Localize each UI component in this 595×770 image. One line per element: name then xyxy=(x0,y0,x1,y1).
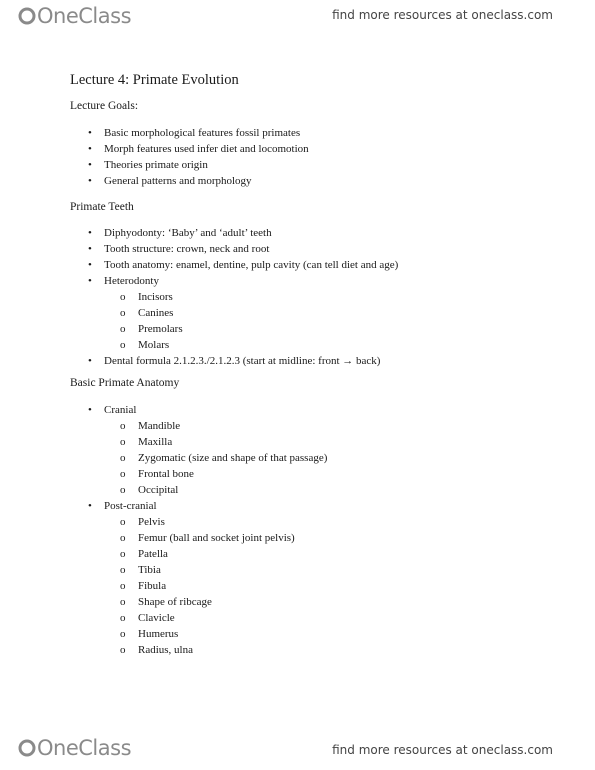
list-item xyxy=(70,273,550,289)
sub-bullet-icon: o xyxy=(120,468,126,480)
list-item-text: Basic morphological features fossil primates xyxy=(104,127,301,139)
oneclass-logo-top[interactable] xyxy=(18,4,131,28)
list-item xyxy=(70,626,550,642)
sub-bullet-icon: o xyxy=(120,612,126,624)
list-item-text: Incisors xyxy=(138,291,173,303)
list-item-text: General patterns and morphology xyxy=(104,175,252,187)
list-item-text: Pelvis xyxy=(138,516,165,528)
sub-bullet-icon: o xyxy=(120,323,126,335)
lecture-goals-list xyxy=(70,125,550,189)
list-item xyxy=(70,241,550,257)
list-item-text: Mandible xyxy=(138,420,181,432)
list-item-text: Patella xyxy=(138,548,168,560)
list-item xyxy=(70,157,550,173)
oneclass-logo-icon xyxy=(18,4,36,28)
list-item-text: Molars xyxy=(138,339,170,351)
sub-bullet-icon: o xyxy=(120,291,126,303)
resources-link-bottom[interactable]: find more resources at oneclass.com xyxy=(332,743,553,757)
list-item xyxy=(70,530,550,546)
bullet-icon: • xyxy=(88,159,92,171)
section-heading-basic-primate-anatomy: Basic Primate Anatomy xyxy=(70,377,180,389)
sub-bullet-icon: o xyxy=(120,516,126,528)
list-item-text: Fibula xyxy=(138,580,167,592)
brand-name: OneClass xyxy=(37,736,132,760)
resources-link-top[interactable]: find more resources at oneclass.com xyxy=(332,8,553,22)
list-item xyxy=(70,514,550,530)
sub-bullet-icon: o xyxy=(120,644,126,656)
list-item xyxy=(70,337,550,353)
page-title: Lecture 4: Primate Evolution xyxy=(70,72,239,88)
bullet-icon: • xyxy=(88,275,92,287)
list-item xyxy=(70,402,550,418)
sub-bullet-icon: o xyxy=(120,564,126,576)
list-item-text: Occipital xyxy=(138,484,179,496)
bullet-icon: • xyxy=(88,259,92,271)
oneclass-logo-bottom[interactable] xyxy=(18,736,131,760)
sub-bullet-icon: o xyxy=(120,420,126,432)
list-item xyxy=(70,225,550,241)
primate-teeth-list xyxy=(70,225,550,369)
list-item-text: Post-cranial xyxy=(104,500,157,512)
list-item-text: Humerus xyxy=(138,628,179,640)
list-item xyxy=(70,305,550,321)
sub-bullet-icon: o xyxy=(120,548,126,560)
list-item xyxy=(70,434,550,450)
list-item xyxy=(70,353,550,369)
list-item xyxy=(70,289,550,305)
list-item xyxy=(70,141,550,157)
list-item-text: Tibia xyxy=(138,564,161,576)
list-item xyxy=(70,498,550,514)
list-item xyxy=(70,257,550,273)
bullet-icon: • xyxy=(88,143,92,155)
bullet-icon: • xyxy=(88,404,92,416)
list-item xyxy=(70,482,550,498)
list-item xyxy=(70,321,550,337)
sub-bullet-icon: o xyxy=(120,436,126,448)
list-item xyxy=(70,125,550,141)
list-item-text: Maxilla xyxy=(138,436,173,448)
section-heading-lecture-goals: Lecture Goals: xyxy=(70,100,139,112)
brand-name: OneClass xyxy=(37,4,132,28)
sub-bullet-icon: o xyxy=(120,307,126,319)
sub-bullet-icon: o xyxy=(120,596,126,608)
list-item-text: Zygomatic (size and shape of that passage) xyxy=(138,452,328,464)
list-item-text: Tooth structure: crown, neck and root xyxy=(104,243,270,255)
list-item xyxy=(70,466,550,482)
list-item-text: Canines xyxy=(138,307,174,319)
list-item-text: Heterodonty xyxy=(104,275,159,287)
list-item-text: Dental formula 2.1.2.3./2.1.2.3 (start at midline: front → back) xyxy=(104,355,381,367)
oneclass-logo-icon xyxy=(18,736,36,760)
list-item-text: Premolars xyxy=(138,323,183,335)
list-item-text: Tooth anatomy: enamel, dentine, pulp cavity (can tell diet and age) xyxy=(104,259,399,271)
sub-bullet-icon: o xyxy=(120,580,126,592)
list-item-text: Clavicle xyxy=(138,612,175,624)
list-item xyxy=(70,562,550,578)
sub-bullet-icon: o xyxy=(120,484,126,496)
sub-bullet-icon: o xyxy=(120,532,126,544)
list-item-text: Frontal bone xyxy=(138,468,194,480)
list-item xyxy=(70,578,550,594)
list-item xyxy=(70,173,550,189)
sub-bullet-icon: o xyxy=(120,452,126,464)
bullet-icon: • xyxy=(88,500,92,512)
bullet-icon: • xyxy=(88,127,92,139)
list-item xyxy=(70,594,550,610)
list-item-text: Diphyodonty: ‘Baby’ and ‘adult’ teeth xyxy=(104,227,272,239)
list-item xyxy=(70,450,550,466)
sub-bullet-icon: o xyxy=(120,628,126,640)
list-item-text: Cranial xyxy=(104,404,137,416)
list-item-text: Morph features used infer diet and locomotion xyxy=(104,143,309,155)
list-item xyxy=(70,546,550,562)
list-item xyxy=(70,418,550,434)
list-item xyxy=(70,642,550,658)
primate-anatomy-list xyxy=(70,402,550,658)
sub-bullet-icon: o xyxy=(120,339,126,351)
list-item-text: Femur (ball and socket joint pelvis) xyxy=(138,532,295,544)
bullet-icon: • xyxy=(88,355,92,367)
section-heading-primate-teeth: Primate Teeth xyxy=(70,201,134,213)
list-item-text: Radius, ulna xyxy=(138,644,193,656)
bullet-icon: • xyxy=(88,227,92,239)
bullet-icon: • xyxy=(88,243,92,255)
list-item-text: Shape of ribcage xyxy=(138,596,212,608)
bullet-icon: • xyxy=(88,175,92,187)
list-item-text: Theories primate origin xyxy=(104,159,208,171)
list-item xyxy=(70,610,550,626)
